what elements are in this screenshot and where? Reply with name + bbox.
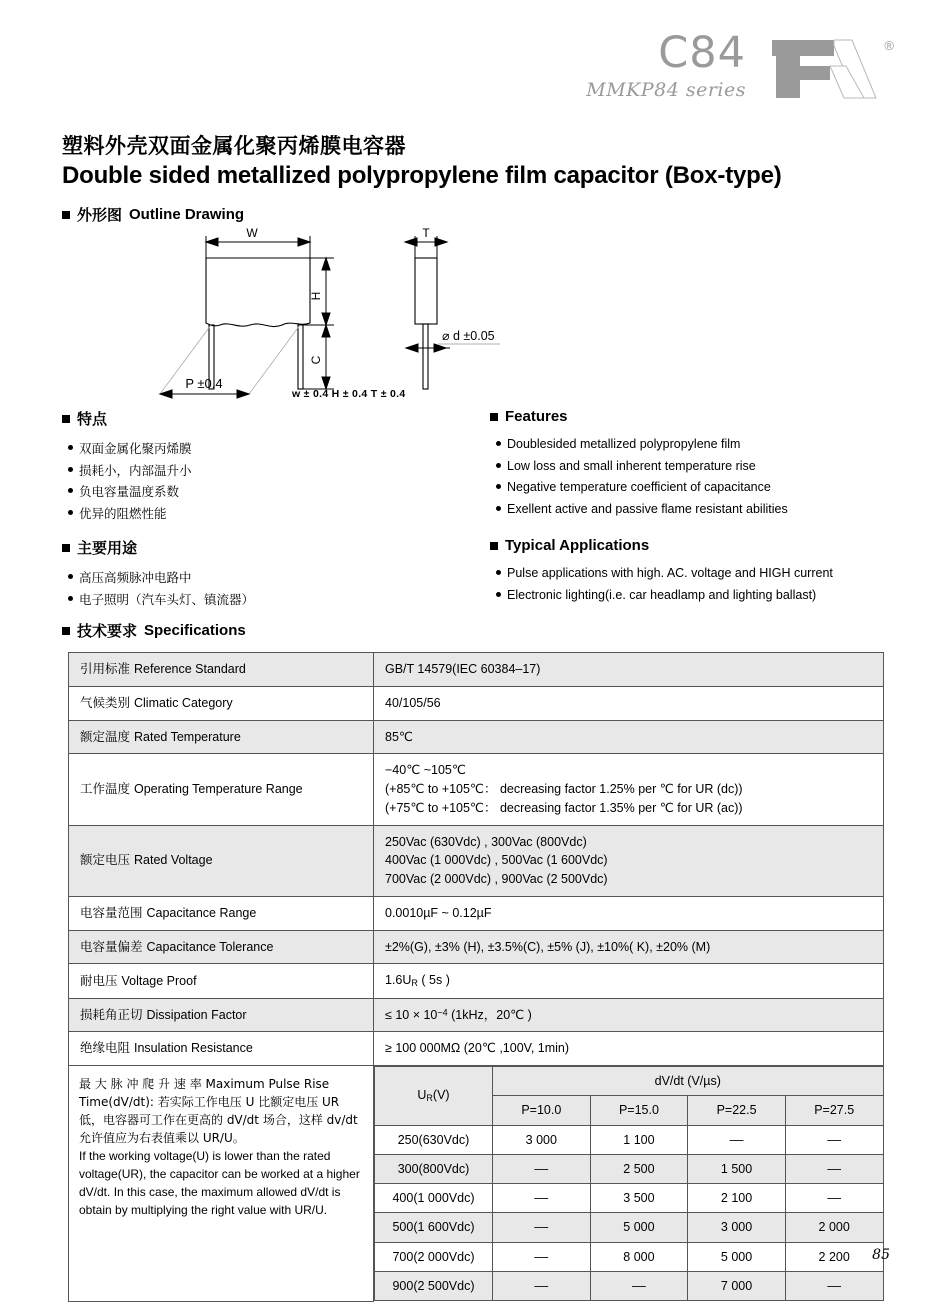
dvdt-row: [375, 1154, 884, 1183]
section-heading-outline: [62, 204, 244, 225]
dvdt-cell: ––: [493, 1184, 591, 1213]
spec-label-en: Rated Voltage: [134, 853, 213, 868]
square-bullet-icon: [62, 211, 70, 219]
applications-en-list: [496, 563, 910, 606]
list-item: [68, 438, 482, 460]
round-bullet-icon: [68, 510, 73, 515]
spec-value: ±2%(G), ±3% (H), ±3.5%(C), ±5% (J), ±10%( K), ±20% (M): [385, 939, 711, 954]
spec-label-cell: [69, 964, 374, 998]
features-en-column: [490, 408, 910, 520]
spec-value: (+85℃ to +105℃： decreasing factor 1.25% per ℃ for UR (dc)): [385, 782, 743, 796]
applications-en-heading: Typical Applications: [505, 537, 650, 554]
spec-label-en: Capacitance Tolerance: [146, 939, 274, 954]
list-item-label: 负电容量温度系数: [79, 484, 180, 499]
header-text-block: [586, 28, 746, 101]
dvdt-cell: ––: [493, 1271, 591, 1300]
dvdt-voltage-label: 300(800Vdc): [375, 1154, 493, 1183]
dvdt-cell: 3 000: [493, 1125, 591, 1154]
spec-label-en: Dissipation Factor: [146, 1007, 247, 1022]
dvdt-group-header: dV/dt (V/µs): [493, 1067, 884, 1096]
dvdt-voltage-label: 900(2 500Vdc): [375, 1271, 493, 1300]
spec-label-en: Rated Temperature: [134, 729, 241, 744]
dvdt-col-header: P=10.0: [493, 1096, 591, 1125]
list-item-label: Doublesided metallized polypropylene film: [507, 437, 741, 451]
dvdt-cell: ––: [590, 1271, 688, 1300]
spec-label-cell: [69, 653, 374, 687]
list-item: [496, 456, 910, 478]
dvdt-cell: 5 000: [590, 1213, 688, 1242]
spec-value: 700Vac (2 000Vdc) , 900Vac (2 500Vdc): [385, 872, 608, 886]
table-row: [69, 825, 884, 896]
round-bullet-icon: [68, 467, 73, 472]
spec-value-cell: [374, 930, 884, 964]
list-item-label: 电子照明（汽车头灯、镇流器）: [79, 591, 255, 607]
dvdt-row: [375, 1213, 884, 1242]
dvdt-cell: ––: [493, 1154, 591, 1183]
list-item: [496, 563, 910, 585]
features-cn-heading: 特点: [77, 410, 108, 428]
dim-label-w: W: [246, 226, 258, 240]
dvdt-cell: 8 000: [590, 1242, 688, 1271]
spec-value-cell: [374, 686, 884, 720]
pulse-rise-note-cell: [69, 1066, 374, 1302]
spec-label-cn: 额定温度: [80, 728, 131, 744]
features-cn-column: [62, 408, 482, 524]
list-item-label: Exellent active and passive flame resistant abilities: [507, 501, 788, 516]
round-bullet-icon: [496, 441, 501, 446]
list-item: [68, 567, 482, 589]
outline-drawing: [150, 226, 550, 406]
dim-label-p: P ±0.4: [185, 376, 223, 391]
dvdt-row: [375, 1125, 884, 1154]
dvdt-row: [375, 1271, 884, 1300]
section-heading-applications-cn: [62, 537, 482, 558]
page-number: 85: [872, 1247, 890, 1263]
table-row: [69, 930, 884, 964]
dvdt-row: [375, 1184, 884, 1213]
spec-value: 85℃: [385, 729, 413, 744]
dvdt-table-container: [374, 1066, 884, 1302]
spec-value: ≤ $10 \times 10^{-4}$ (1kHz，20℃ ): [385, 1007, 532, 1022]
spec-label-cn: 电容量偏差: [80, 938, 143, 954]
spec-label-en: Voltage Proof: [121, 973, 197, 988]
spec-value-cell: [374, 998, 884, 1032]
dvdt-col-header: P=27.5: [785, 1096, 883, 1125]
dvdt-voltage-label: 500(1 600Vdc): [375, 1213, 493, 1242]
round-bullet-icon: [496, 506, 501, 511]
spec-label-en: Insulation Resistance: [134, 1041, 253, 1056]
page-title-cn: 塑料外壳双面金属化聚丙烯膜电容器: [62, 134, 406, 158]
list-item: [68, 460, 482, 482]
dvdt-cell: 1 500: [688, 1154, 786, 1183]
round-bullet-icon: [68, 445, 73, 450]
square-bullet-icon: [490, 542, 498, 550]
model-code: C84: [658, 28, 746, 78]
registered-trademark-icon: ®: [884, 38, 894, 53]
table-row: [69, 896, 884, 930]
spec-value: GB/T 14579(IEC 60384–17): [385, 662, 541, 676]
dvdt-cell: 3 000: [688, 1213, 786, 1242]
round-bullet-icon: [68, 488, 73, 493]
spec-label-cn: 损耗角正切: [80, 1006, 143, 1022]
spec-label-cn: 气候类别: [80, 694, 131, 710]
dvdt-cell: 5 000: [688, 1242, 786, 1271]
applications-cn-list: [68, 567, 482, 610]
spec-value: ≥ 100 000MΩ (20℃ ,100V, 1min): [385, 1041, 570, 1056]
spec-label-cn: 引用标准: [80, 661, 131, 676]
dim-label-c: C: [309, 355, 323, 365]
list-item-label: Negative temperature coefficient of capacitance: [507, 480, 771, 494]
dvdt-cell: 2 100: [688, 1184, 786, 1213]
features-en-heading: Features: [505, 408, 568, 425]
spec-label-cell: [69, 720, 374, 754]
spec-label-cn: 耐电压: [80, 972, 118, 988]
spec-label-cell: [69, 896, 374, 930]
dvdt-col-header: P=15.0: [590, 1096, 688, 1125]
list-item: [68, 481, 482, 503]
spec-value: 400Vac (1 000Vdc) , 500Vac (1 600Vdc): [385, 853, 608, 868]
dvdt-cell: 1 100: [590, 1125, 688, 1154]
list-item: [496, 499, 910, 521]
dvdt-voltage-label: 250(630Vdc): [375, 1125, 493, 1154]
spec-label-cell: [69, 825, 374, 896]
section-heading-features-en: [490, 408, 910, 425]
dvdt-corner-header: $U_R(V)$: [375, 1067, 493, 1126]
pulse-note-cn: 最 大 脉 冲 爬 升 速 率 Maximum Pulse Rise Time(dV/dt): 若实际工作电压 U 比额定电压 UR 低，电容器可工作在更高的 dV/dt 场合，这样 dv/dt 允许值应为右表值乘以 UR/U。: [79, 1077, 358, 1146]
dvdt-cell: 7 000: [688, 1271, 786, 1300]
applications-cn-column: [62, 537, 482, 610]
applications-en-column: [490, 537, 910, 606]
section-heading-specifications: [62, 620, 246, 641]
list-item: [496, 477, 910, 499]
table-row: [69, 1032, 884, 1066]
specifications-table: [68, 652, 884, 1302]
spec-label-en: Reference Standard: [134, 662, 246, 676]
list-item-label: 优异的阻燃性能: [79, 505, 167, 521]
table-row: [69, 653, 884, 687]
spec-value-cell: [374, 1032, 884, 1066]
round-bullet-icon: [496, 570, 501, 575]
page-header: [586, 28, 892, 104]
spec-value: 0.0010µF ~ 0.12µF: [385, 905, 492, 920]
table-row: [69, 686, 884, 720]
company-logo: [772, 36, 892, 104]
dvdt-cell: ––: [688, 1125, 786, 1154]
dvdt-cell: ––: [785, 1271, 883, 1300]
dvdt-cell: ––: [785, 1184, 883, 1213]
list-item: [496, 585, 910, 607]
dimension-tolerance-note: w ± 0.4 H ± 0.4 T ± 0.4: [292, 388, 406, 400]
dvdt-header-row-1: [375, 1067, 884, 1096]
dvdt-cell: 3 500: [590, 1184, 688, 1213]
list-item-label: Low loss and small inherent temperature rise: [507, 458, 756, 473]
spec-label-cn: 额定电压: [80, 852, 131, 868]
dvdt-cell: 2 500: [590, 1154, 688, 1183]
spec-value-cell: [374, 754, 884, 825]
spec-value-cell: [374, 825, 884, 896]
list-item-label: 损耗小，内部温升小: [79, 462, 192, 478]
round-bullet-icon: [496, 463, 501, 468]
spec-label-en: Capacitance Range: [146, 905, 257, 920]
outline-heading-en: Outline Drawing: [129, 206, 245, 223]
spec-value: −40℃ ~105℃: [385, 763, 466, 778]
dvdt-cell: 2 000: [785, 1213, 883, 1242]
dvdt-voltage-label: 400(1 000Vdc): [375, 1184, 493, 1213]
spec-value-cell: [374, 964, 884, 998]
list-item-label: Pulse applications with high. AC. voltage and HIGH current: [507, 566, 833, 580]
series-name: MMKP84 series: [586, 79, 746, 101]
round-bullet-icon: [68, 596, 73, 601]
list-item: [496, 434, 910, 456]
table-row-pulse-rise: [69, 1066, 884, 1302]
round-bullet-icon: [496, 592, 501, 597]
square-bullet-icon: [62, 415, 70, 423]
square-bullet-icon: [62, 627, 70, 635]
dvdt-cell: ––: [493, 1242, 591, 1271]
spec-value-cell: [374, 720, 884, 754]
list-item-label: 高压高频脉冲电路中: [79, 570, 192, 585]
fa-logo-icon: [772, 36, 892, 104]
dvdt-table: [374, 1066, 884, 1301]
spec-value-cell: [374, 653, 884, 687]
features-cn-list: [68, 438, 482, 524]
dim-label-t: T: [422, 226, 430, 240]
list-item: [68, 589, 482, 611]
spec-label-cell: [69, 930, 374, 964]
spec-label-cn: 绝缘电阻: [80, 1040, 131, 1056]
section-heading-features-cn: [62, 408, 482, 429]
spec-label-en: Operating Temperature Range: [134, 782, 303, 796]
spec-value-cell: [374, 896, 884, 930]
dim-label-d: ⌀ d ±0.05: [442, 329, 495, 343]
table-row: [69, 720, 884, 754]
dvdt-cell: ––: [785, 1154, 883, 1183]
capacitor-dimension-diagram: [150, 226, 550, 401]
spec-value: 250Vac (630Vdc) , 300Vac (800Vdc): [385, 834, 587, 849]
spec-value: 40/105/56: [385, 695, 441, 710]
round-bullet-icon: [68, 574, 73, 579]
square-bullet-icon: [62, 544, 70, 552]
table-row: [69, 998, 884, 1032]
specifications-heading-cn: 技术要求: [77, 622, 138, 640]
features-en-list: [496, 434, 910, 520]
section-heading-applications-en: [490, 537, 910, 554]
pulse-note-en: If the working voltage(U) is lower than the rated voltage(UR), the capacitor can be worked at a higher dV/dt. In this case, the maximum allowed dV/dt is obtain by multiplying the right value with UR/U.: [79, 1149, 360, 1218]
dim-label-h: H: [309, 291, 323, 301]
spec-value: $1.6U_R$ ( 5s ): [385, 973, 450, 989]
dvdt-voltage-label: 700(2 000Vdc): [375, 1242, 493, 1271]
page-title-en: Double sided metallized polypropylene film capacitor (Box-type): [62, 162, 782, 189]
specifications-heading-en: Specifications: [144, 622, 246, 639]
spec-label-cell: [69, 998, 374, 1032]
spec-label-cell: [69, 754, 374, 825]
dvdt-cell: ––: [493, 1213, 591, 1242]
list-item-label: Electronic lighting(i.e. car headlamp and lighting ballast): [507, 587, 817, 602]
applications-cn-heading: 主要用途: [77, 539, 138, 557]
spec-label-en: Climatic Category: [134, 695, 233, 710]
table-row: [69, 754, 884, 825]
dvdt-row: [375, 1242, 884, 1271]
round-bullet-icon: [496, 484, 501, 489]
list-item-label: 双面金属化聚丙烯膜: [79, 441, 192, 456]
spec-label-cn: 电容量范围: [80, 904, 143, 920]
dvdt-cell: ––: [785, 1125, 883, 1154]
dvdt-col-header: P=22.5: [688, 1096, 786, 1125]
outline-heading-cn: 外形图: [77, 206, 123, 224]
spec-label-cn: 工作温度: [80, 781, 131, 796]
list-item: [68, 503, 482, 525]
table-row: [69, 964, 884, 998]
spec-label-cell: [69, 686, 374, 720]
square-bullet-icon: [490, 413, 498, 421]
spec-label-cell: [69, 1032, 374, 1066]
dvdt-cell: 2 200: [785, 1242, 883, 1271]
spec-value: (+75℃ to +105℃： decreasing factor 1.35% per ℃ for UR (ac)): [385, 800, 743, 815]
